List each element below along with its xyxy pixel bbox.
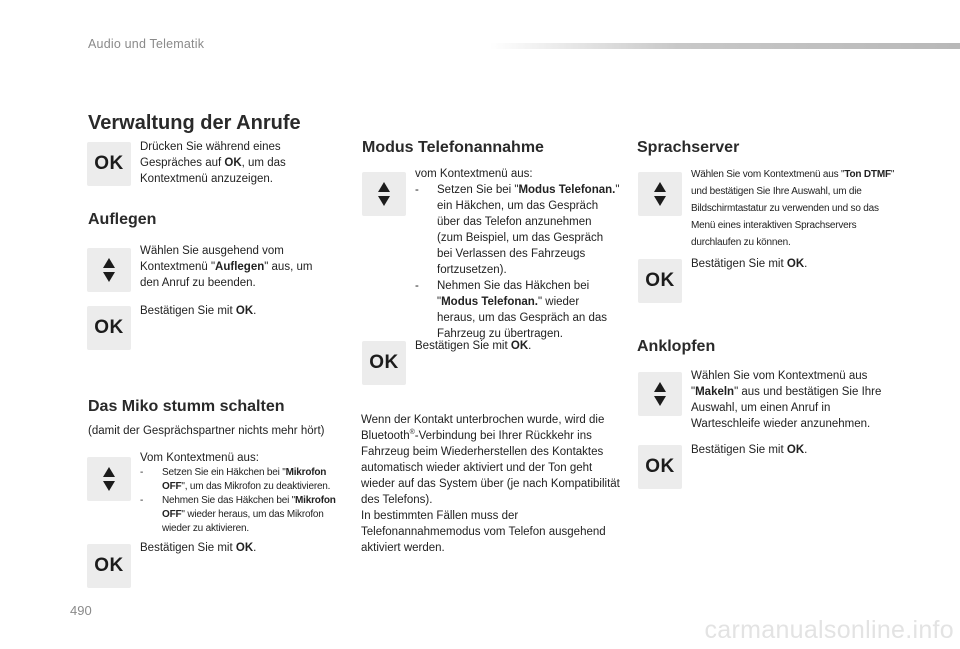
arrow-down-icon <box>654 396 666 406</box>
up-down-arrows-icon <box>638 372 682 416</box>
arrow-up-icon <box>103 467 115 477</box>
header-decorative-bar <box>490 43 960 49</box>
ok-button-icon: OK <box>638 259 682 303</box>
arrow-down-icon <box>103 481 115 491</box>
sprachserver-heading: Sprachserver <box>637 139 740 156</box>
arrow-up-icon <box>103 258 115 268</box>
sprachserver-text: Wählen Sie vom Kontextmenü aus "Ton DTMF" und bestätigen Sie Ihre Auswahl, um die Bildschirmtastatur zu verwenden und so das Menü eines interaktiven Sprachservers durchlaufen zu können. <box>691 169 895 248</box>
arrow-down-icon <box>103 272 115 282</box>
mute-instructions <box>140 450 345 536</box>
arrow-down-icon <box>654 196 666 206</box>
section-header-title: Audio und Telematik <box>88 37 205 51</box>
ok-button-icon: OK <box>87 544 131 588</box>
page-number: 490 <box>70 603 92 618</box>
mute-heading: Das Miko stumm schalten <box>88 398 285 415</box>
anklopfen-text: Wählen Sie vom Kontextmenü aus "Makeln" aus und bestätigen Sie Ihre Auswahl, um einen Anruf in Warteschleife wieder anzunehmen. <box>691 370 882 430</box>
bluetooth-note: Wenn der Kontakt unterbrochen wurde, wird die Bluetooth®-Verbindung bei Ihrer Rückkehr ins Fahrzeug beim Wiederherstellen des Kontaktes automatisch wieder aktiviert und der Ton geht wieder auf das System über (je nach Kompatibilität des Telefons). In bestimmten Fällen muss der Telefonannahmemodus vom Telefon ausgehend aktiviert werden. <box>361 414 620 554</box>
sprachserver-confirm: Bestätigen Sie mit OK. <box>691 258 808 270</box>
list-item: - Setzen Sie bei "Modus Telefonan." ein Häkchen, um das Gespräch über das Telefon anzunehmen (zum Beispiel, um das Gespräch bei Verlassen des Fahrzeugs fortzusetzen). <box>415 184 620 276</box>
mute-confirm: Bestätigen Sie mit OK. <box>140 542 257 554</box>
auflegen-heading: Auflegen <box>88 211 157 228</box>
anklopfen-confirm: Bestätigen Sie mit OK. <box>691 444 808 456</box>
arrow-down-icon <box>378 196 390 206</box>
watermark: carmanualsonline.info <box>704 616 954 644</box>
list-item: - Nehmen Sie das Häkchen bei "Modus Telefonan." wieder heraus, um das Gespräch an das Fahrzeug zu übertragen. <box>415 280 608 340</box>
list-item: - Setzen Sie ein Häkchen bei "Mikrofon OFF", um das Mikrofon zu deaktivieren. <box>140 467 331 492</box>
ok-button-icon: OK <box>638 445 682 489</box>
auflegen-text: Wählen Sie ausgehend vom Kontextmenü "Auflegen" aus, um den Anruf zu beenden. <box>140 245 313 289</box>
modus-lead: vom Kontextmenü aus: <box>415 168 533 180</box>
up-down-arrows-icon <box>362 172 406 216</box>
auflegen-confirm: Bestätigen Sie mit OK. <box>140 305 257 317</box>
ok-button-icon: OK <box>87 306 131 350</box>
mute-lead: Vom Kontextmenü aus: <box>140 452 259 464</box>
ok-button-icon: OK <box>87 142 131 186</box>
mute-subtitle: (damit der Gesprächspartner nichts mehr hört) <box>88 425 325 437</box>
modus-heading: Modus Telefonannahme <box>362 139 544 156</box>
ok-button-icon: OK <box>362 341 406 385</box>
modus-instructions <box>415 166 620 342</box>
arrow-up-icon <box>378 182 390 192</box>
up-down-arrows-icon <box>87 457 131 501</box>
intro-text: Drücken Sie während eines Gespräches auf OK, um das Kontextmenü anzuzeigen. <box>140 141 286 185</box>
up-down-arrows-icon <box>87 248 131 292</box>
page-title: Verwaltung der Anrufe <box>88 112 301 134</box>
up-down-arrows-icon <box>638 172 682 216</box>
modus-confirm: Bestätigen Sie mit OK. <box>415 340 532 352</box>
arrow-up-icon <box>654 382 666 392</box>
arrow-up-icon <box>654 182 666 192</box>
anklopfen-heading: Anklopfen <box>637 338 716 355</box>
list-item: - Nehmen Sie das Häkchen bei "Mikrofon OFF" wieder heraus, um das Mikrofon wieder zu aktivieren. <box>140 495 336 534</box>
